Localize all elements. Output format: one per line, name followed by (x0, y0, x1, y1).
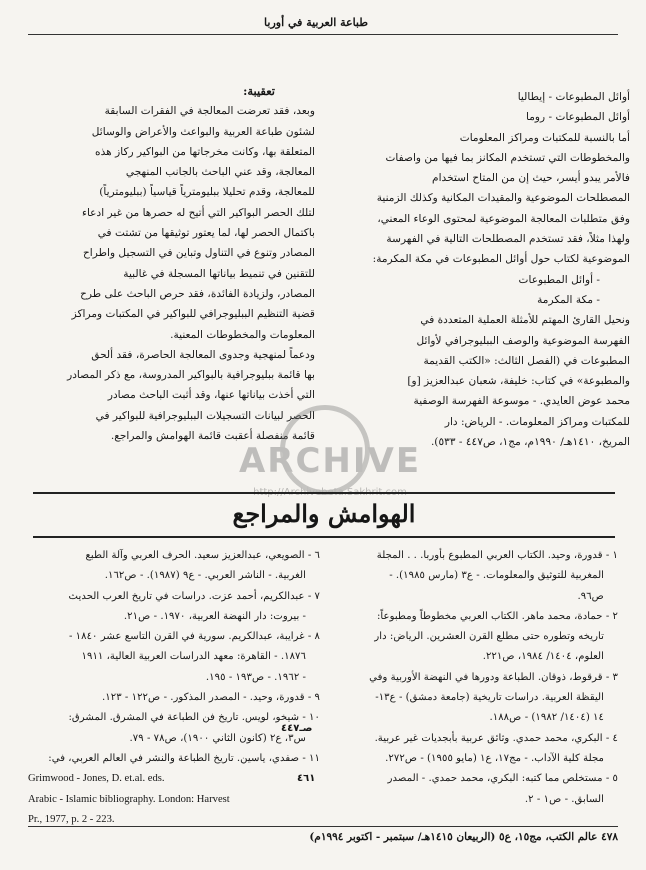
reference-line: اليقظة العربية. دراسات تاريخية (جامعة دمشق) - ع١٣- (375, 692, 604, 704)
reference-line: ٤ - البكري، محمد حمدي. وثائق عربية بأبجديات غير عربية. (374, 732, 618, 744)
reference-line: ٢ - حمادة، محمد ماهر. الكتاب العربي مخطوطاً ومطبوعاً: (376, 610, 618, 622)
page-footer: ٤٧٨ عالم الكتب، مج١٥، ع٥ (الربيعان ١٤١٥هـ/ سبتمبر - اكتوبر ١٩٩٤م) (309, 831, 618, 843)
text-line: وبعد، فقد تعرضت المعالجة في الفقرات السابقة (104, 105, 315, 118)
text-line: أوائل المطبوعات - روما (526, 111, 630, 124)
text-line: للمكتبات ومراكز المعلومات. - الرياض: دار (444, 415, 630, 428)
text-line: المصطلحات الموضوعية والمقيدات المكانية وكذلك الزمنية (376, 192, 630, 205)
text-line: ونحيل القارئ المهتم للأمثلة العملية المتعددة في (420, 314, 630, 327)
text-line: أوائل المطبوعات - إيطاليا (517, 91, 630, 103)
text-line: والمطبوعة» في كتاب: خليفة، شعبان عبدالعزيز [و] (407, 375, 630, 388)
text-line: الفهرسة الموضوعية والوصف الببليوجرافي لأوائل (416, 334, 630, 347)
text-line: الموضوعية لكتاب حول أوائل المطبوعات في مكة المكرمة: (372, 253, 630, 266)
margin-note: صـ٤٤٧ (281, 723, 313, 734)
reference-line: مجلة كلية الآداب. - مج١٧، ع١ (مايو ١٩٥٥) - ص٢٧٢. (385, 752, 604, 764)
reference-line: - ١٩٦٢. - ص١٩٣ - ١٩٥. (205, 671, 306, 683)
text-line: ودعماً لمنهجية وجدوى المعالجة الحاصرة، فقد ألحق (91, 348, 315, 361)
text-line: للتقنين في تنميط بياناتها المسجلة في غالبية (123, 267, 315, 280)
text-line: والمخطوطات التي تستخدم المكانز بما فيها من واصفات (385, 151, 630, 164)
watermark-url: http://Archivebeta.Sakhrit.com (253, 487, 407, 498)
reference-line: ١ - قدورة، وحيد. الكتاب العربي المطبوع بأوربا. . . المجلة (376, 550, 618, 561)
text-line: المصادر، ولزيادة الفائدة، فقد حرص الباحث على طرح (80, 287, 315, 300)
reference-line: - بيروت: دار النهضة العربية، ١٩٧٠. - ص٢١. (123, 610, 306, 622)
references-banner (33, 492, 615, 538)
reference-line: ٧ - عبدالكريم، أحمد عزت. دراسات في تاريخ العرب الحديث (68, 590, 320, 602)
reference-line: ١٤ (١٤٠٤/ ١٩٨٢) - ص١٨٨. (489, 712, 604, 724)
text-line: لشئون طباعة العربية والبواعث والأعراض والوسائل (91, 125, 315, 138)
text-line: قائمة منفصلة أعقبت قائمة الهوامش والمراجع. (110, 430, 315, 443)
text-line: محمد عوض العايدي. - موسوعة الفهرسة الوصفية (413, 395, 630, 408)
references-right-column (350, 546, 618, 810)
text-line: فالأمر يبدو أيسر، حيث إن من المتاح استخدام (432, 172, 630, 185)
references-title: الهوامش والمراجع (232, 499, 416, 528)
text-line: المعالجة، وقد عني الباحث بالجانب المنهجي (125, 166, 315, 179)
header-rule (28, 34, 618, 35)
text-line: بها قائمة ببليوجرافية بالبواكير المدروسة، مع ذكر المصادر (67, 369, 315, 382)
text-line: لتلك الحصر البواكير التي أتيح له حصرها من غير ادعاء (81, 206, 315, 219)
text-line: قضية التنظيم الببليوجرافي للبواكير في المكتبات ومراكز (71, 308, 315, 321)
reference-line: الغربية. - الناشر العربي. - ع٩ (١٩٨٧). - ص١٦٢. (104, 570, 306, 582)
text-line: المطبوعات في (الفصل الثالث: «الكتب القديمة (423, 354, 630, 367)
references-left-column (28, 546, 320, 830)
text-line: المتعلقة بها، وكانت مخرجاتها من البواكير ركاز هذه (95, 145, 315, 158)
text-line: أما بالنسبة للمكتبات ومراكز المعلومات (459, 131, 630, 144)
reference-line: ٥ - مستخلص مما كتبه: البكري، محمد حمدي. - المصدر (387, 773, 618, 785)
text-line: التي أخذت بياناتها عنها، وقد أثبت الباحث مصادر (107, 389, 315, 402)
text-line: للمعالجة، وقدم تحليلا ببليومترياً قياسياً (ببليومترياً) (99, 186, 315, 199)
reference-line-latin: Grimwood - Jones, D. et.al. eds. (28, 773, 165, 785)
reference-line: السابق. - ص١ - ٢. (524, 793, 604, 805)
reference-line-latin: Arabic - Islamic bibliography. London: Harvest (28, 793, 230, 805)
reference-line: ١١ - صفدي، ياسين. تاريخ الطباعة والنشر في العالم العربي، في: (48, 752, 320, 764)
text-line: المريخ، ١٤١٠هـ/ ١٩٩٠م، مج١، ص٤٤٧ - ٥٣٣). (430, 436, 630, 449)
reference-line: ٩ - قدورة، وحيد. - المصدر المذكور. - ص١٢٢ - ١٢٣. (102, 692, 320, 704)
text-line: وفق متطلبات المعالجة الموضوعية لمحتوى الوعاء المعني، (377, 212, 630, 225)
reference-line: ص٩٦. (577, 590, 604, 602)
text-line: ولهذا مثلاً، فقد تستخدم المصطلحات التالية في الفهرسة (386, 233, 630, 246)
reference-line: المغربية للتوثيق والمعلومات. - ع٣ (مارس ١٩٨٥). - (389, 570, 604, 582)
margin-note: ٤٦١ (297, 773, 316, 784)
right-column (330, 87, 630, 452)
footer-rule (28, 826, 618, 827)
text-line: - مكة المكرمة (537, 293, 600, 306)
text-line: المصادر وتنوع في التناول وتباين في التسجيل واطراح (82, 247, 315, 260)
reference-line: ١٨٧٦. - القاهرة: معهد الدراسات العربية العالية، ١٩١١ (81, 651, 306, 663)
reference-line: ١٠ - شيخو، لويس. تاريخ فن الطباعة في المشرق. المشرق: (68, 712, 320, 724)
text-line: - أوائل المطبوعات (518, 273, 600, 286)
running-head: طباعة العربية في أوربا (264, 16, 368, 29)
reference-line: ٦ - الصويعي، عبدالعزيز سعيد. الحرف العربي وآلة الطبع (85, 550, 320, 561)
reference-line: تاريخه وتطوره حتى مطلع القرن العشرين. الرياض: دار (374, 631, 604, 643)
text-line: الحصر لبيانات التسجيلات الببليوجرافية للبواكير في (95, 409, 315, 422)
reference-line-latin: Pr., 1977, p. 2 - 223. (28, 813, 115, 825)
section-heading: تعقيبة: (243, 84, 275, 98)
text-line: باكتمال الحصر لها، لما يعتور توثيقها من تشتت في (97, 227, 315, 240)
watermark-text: ARCHIVE (238, 441, 422, 481)
left-column (27, 81, 315, 446)
reference-line: ٣ - قرقوط، ذوقان. الطباعة ودورها في النهضة الأوربية وفي (369, 671, 618, 683)
reference-line: العلوم، ١٤٠٤/ ١٩٨٤، ص٢٢١. (482, 651, 604, 663)
reference-line: س٣، ع٢ (كانون الثاني ١٩٠٠)، ص٧٨ - ٧٩. (129, 732, 306, 744)
reference-line: ٨ - غرايبة، عبدالكريم. سورية في القرن التاسع عشر ١٨٤٠ - (68, 631, 320, 643)
text-line: المعلومات والمخطوطات المعنية. (170, 328, 315, 341)
